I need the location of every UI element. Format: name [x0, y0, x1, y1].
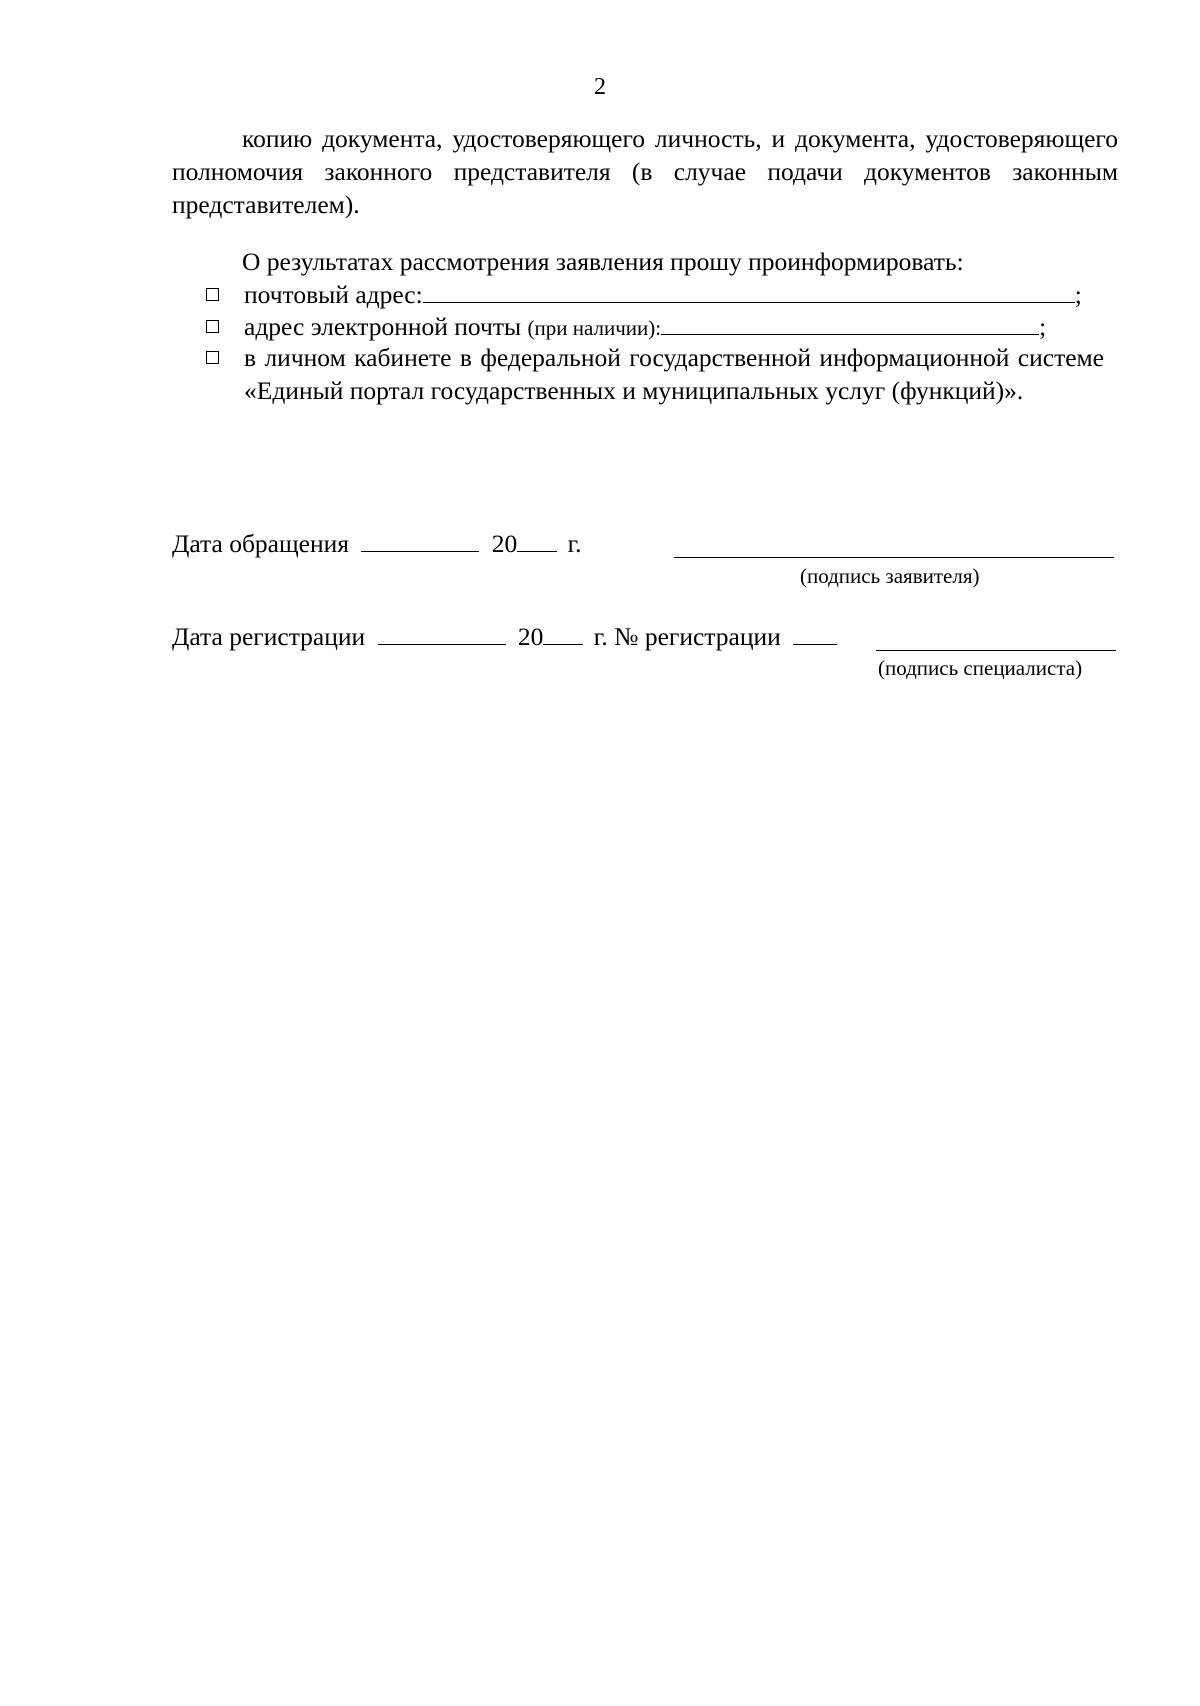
- personal-cabinet-label: в личном кабинете в федеральной государственной информационной системе «Единый портал государственных и муниципальных услуг (функций)».: [244, 343, 1104, 405]
- application-date-label: Дата обращения: [172, 529, 349, 558]
- registration-date-label: Дата регистрации: [172, 622, 366, 651]
- personal-cabinet-checkbox[interactable]: [206, 351, 219, 364]
- registration-date-field[interactable]: [378, 624, 506, 645]
- postal-address-label: почтовый адрес:: [244, 280, 423, 309]
- applicant-signature-line[interactable]: [674, 556, 1114, 558]
- registration-row: [172, 620, 837, 653]
- application-date-field[interactable]: [361, 531, 479, 552]
- specialist-signature-caption: (подпись специалиста): [878, 656, 1083, 680]
- postal-address-field[interactable]: [423, 282, 1075, 303]
- application-year-prefix: 20: [491, 529, 518, 558]
- registration-year-field[interactable]: [543, 624, 583, 645]
- postal-address-checkbox[interactable]: [206, 288, 219, 301]
- application-date-row: [172, 527, 582, 560]
- email-address-checkbox[interactable]: [206, 320, 219, 333]
- application-year-suffix: г.: [567, 529, 582, 558]
- email-address-note: (при наличии):: [527, 316, 662, 340]
- email-address-suffix: ;: [1039, 312, 1047, 341]
- email-address-label: адрес электронной почты: [244, 312, 522, 341]
- application-year-field[interactable]: [517, 531, 557, 552]
- registration-number-field[interactable]: [793, 624, 837, 645]
- specialist-signature-line[interactable]: [876, 649, 1116, 651]
- registration-year-prefix: 20: [517, 622, 544, 651]
- applicant-signature-caption: (подпись заявителя): [800, 564, 980, 588]
- registration-year-suffix: г. № регистрации: [593, 622, 781, 651]
- email-address-field[interactable]: [661, 314, 1039, 335]
- notify-heading: О результатах рассмотрения заявления прошу проинформировать:: [242, 247, 964, 276]
- documents-paragraph: копию документа, удостоверяющего личность, и документа, удостоверяющего полномочия законного представителя (в случае подачи документов законным представителем).: [172, 124, 1118, 219]
- page-number: 2: [594, 74, 606, 100]
- postal-address-suffix: ;: [1074, 280, 1082, 309]
